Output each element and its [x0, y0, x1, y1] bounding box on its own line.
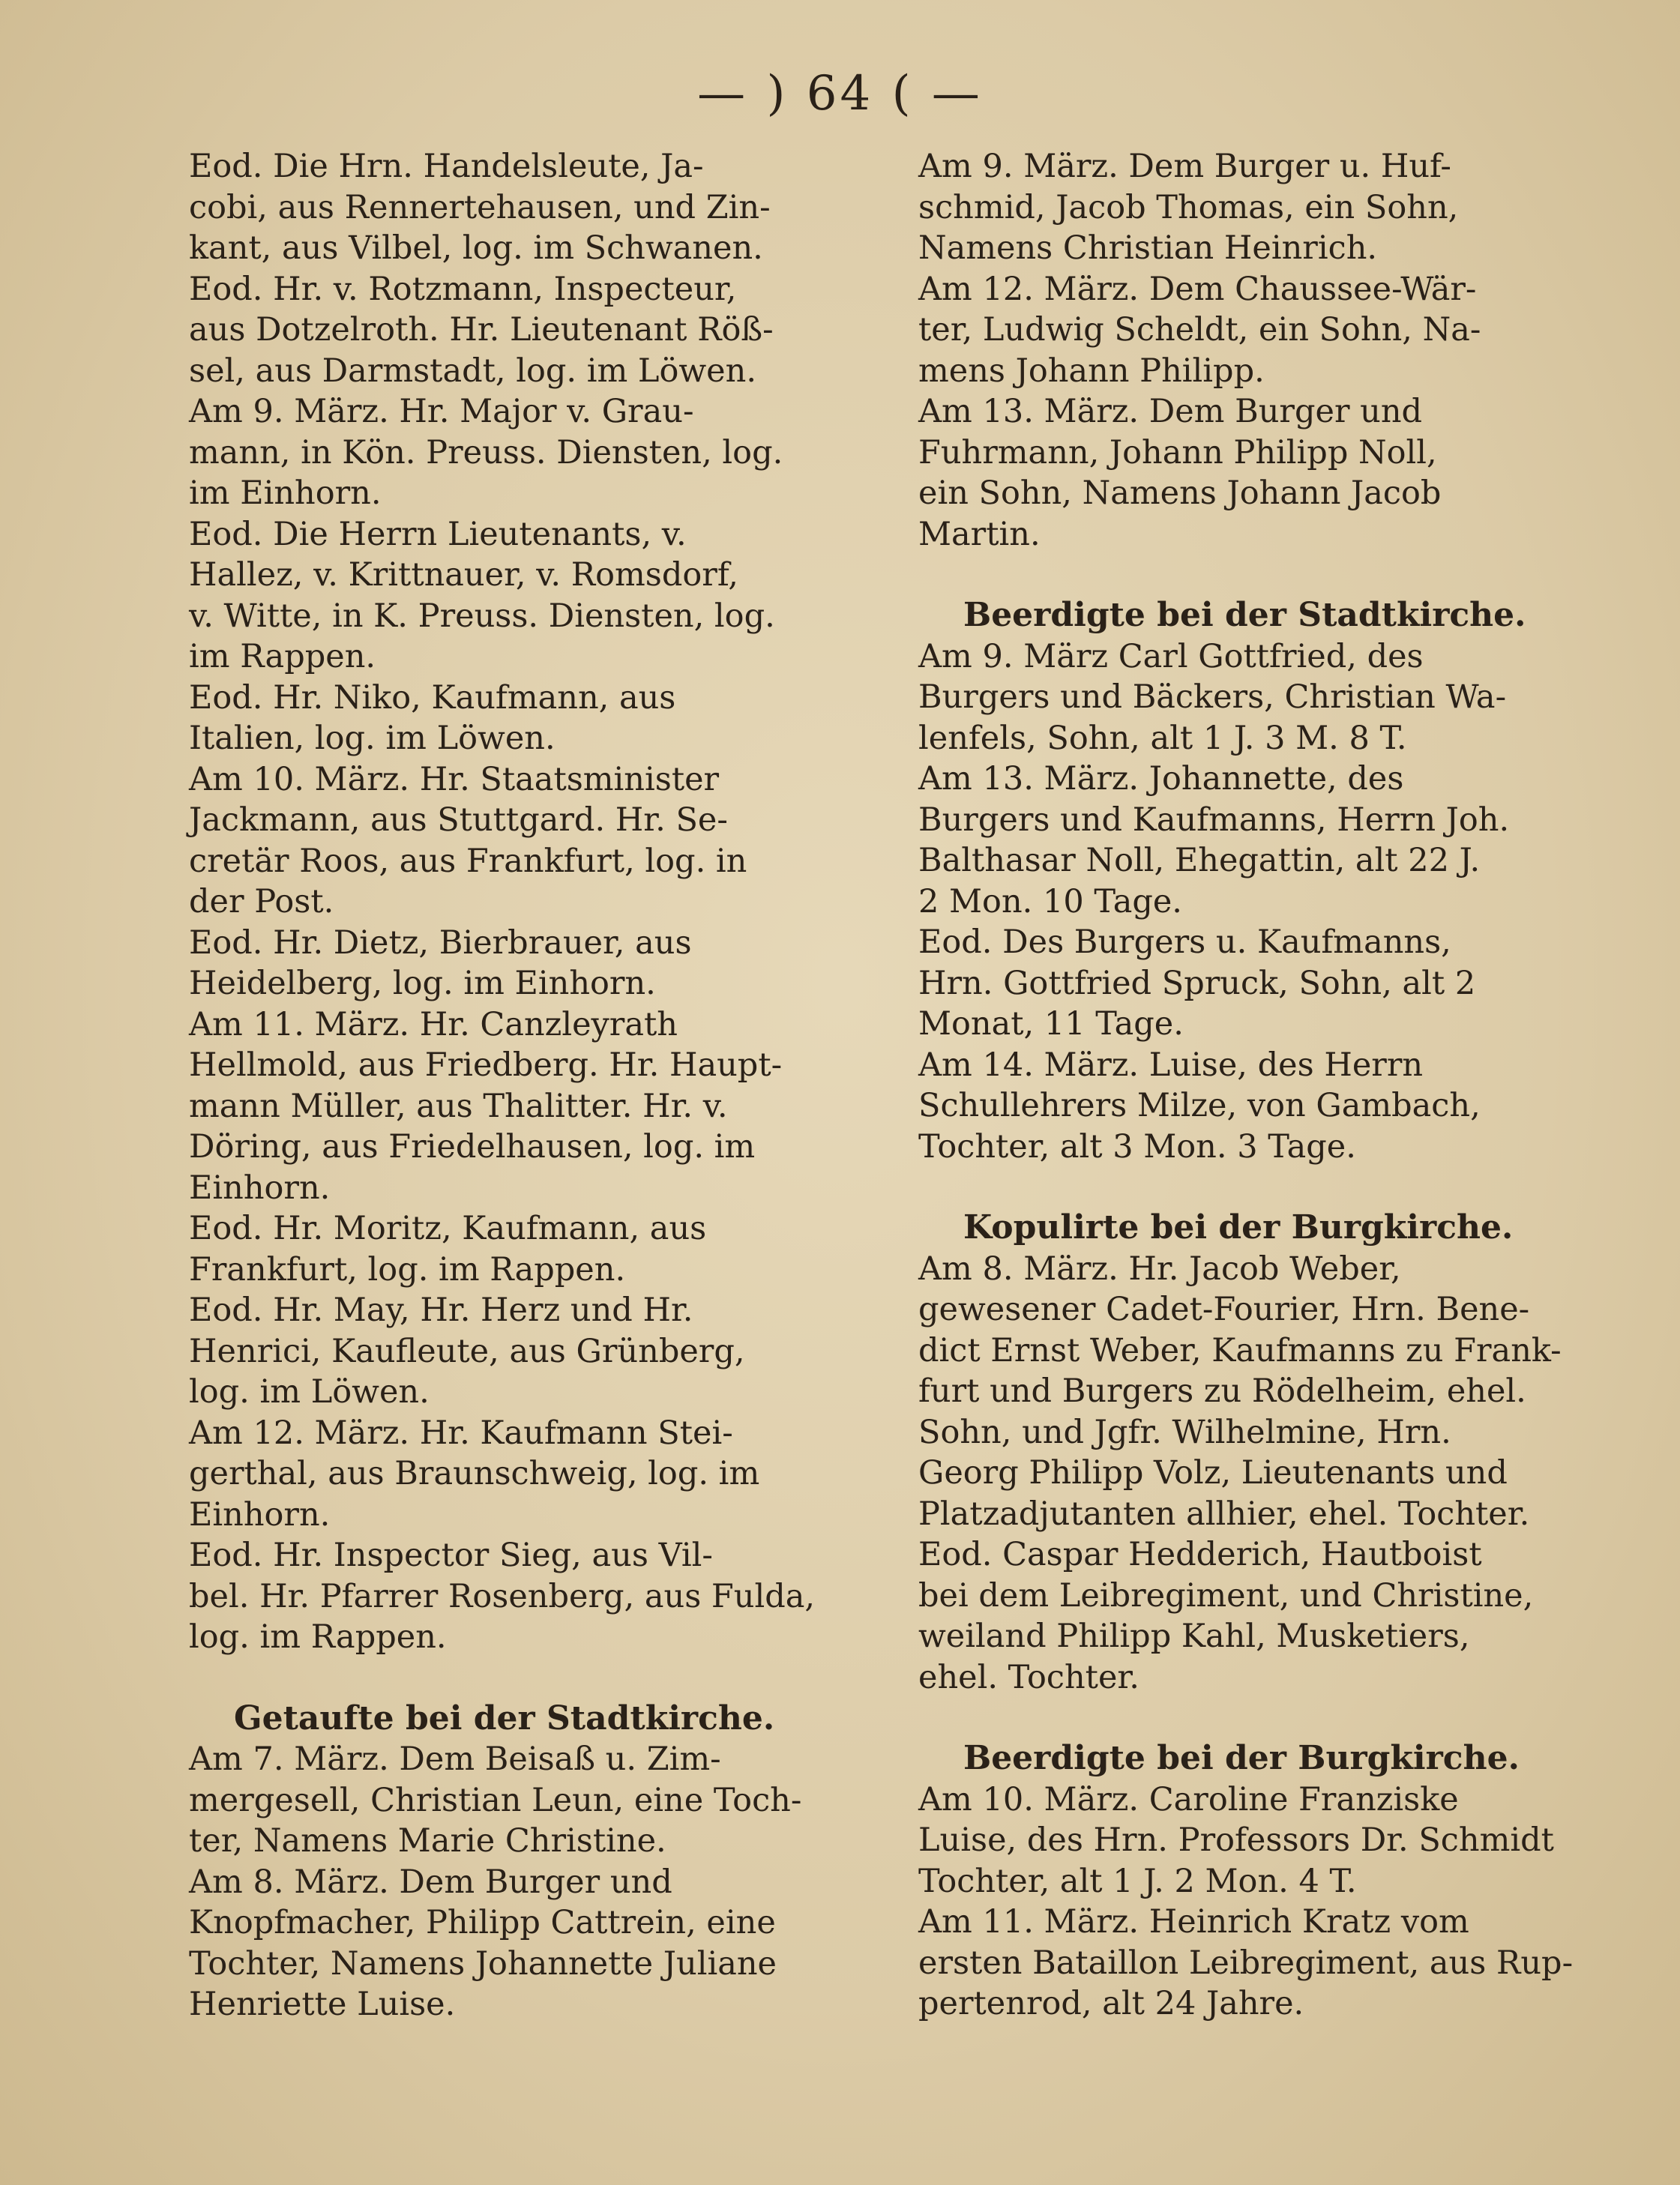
- entry-paragraph: Eod. Hr. Niko, Kaufmann, aus Italien, log. im Löwen.: [189, 678, 676, 757]
- entry-paragraph: Eod. Hr. Dietz, Bierbrauer, aus Heidelberg, log. im Einhorn.: [189, 923, 692, 1002]
- entry-paragraph: Am 12. März. Dem Chaussee-Wär- ter, Ludwig Scheldt, ein Sohn, Na- mens Johann Philipp.: [918, 270, 1481, 390]
- section-heading-getaufte-stadtkirche: Getaufte bei der Stadtkirche.: [234, 1699, 775, 1738]
- entry-paragraph: Am 13. März. Dem Burger und Fuhrmann, Johann Philipp Noll, ein Sohn, Namens Johann Jacob Martin.: [918, 393, 1442, 553]
- section-heading-beerdigte-burgkirche: Beerdigte bei der Burgkirche.: [963, 1739, 1520, 1777]
- left-column: [189, 146, 879, 2025]
- entry-paragraph: Eod. Hr. Inspector Sieg, aus Vil- bel. Hr. Pfarrer Rosenberg, aus Fulda, log. im Rappen.: [189, 1537, 816, 1656]
- section-heading-beerdigte-stadtkirche: Beerdigte bei der Stadtkirche.: [963, 596, 1526, 634]
- entry-paragraph: Am 8. März. Hr. Jacob Weber, gewesener Cadet-Fourier, Hrn. Bene- dict Ernst Weber, Kaufmanns zu Frank- furt und Burgers zu Rödelheim, ehel. Sohn, und Jgfr. Wilhelmine, Hrn. Georg Philipp Volz, Lieutenants und Platzadjutanten allhier, ehel. Tochter.: [918, 1250, 1562, 1533]
- entry-paragraph: Am 11. März. Heinrich Kratz vom ersten Bataillon Leibregiment, aus Rup- pertenrod, alt 24 Jahre.: [918, 1903, 1574, 2022]
- entry-paragraph: Am 7. März. Dem Beisaß u. Zim- mergesell, Christian Leun, eine Toch- ter, Namens Marie Christine.: [189, 1741, 802, 1860]
- entry-paragraph: Am 9. März. Dem Burger u. Huf- schmid, Jacob Thomas, ein Sohn, Namens Christian Heinrich.: [918, 148, 1459, 267]
- entry-paragraph: Am 14. März. Luise, des Herrn Schullehrers Milze, von Gambach, Tochter, alt 3 Mon. 3 Tage.: [918, 1046, 1481, 1166]
- entry-paragraph: Am 11. März. Hr. Canzleyrath Hellmold, aus Friedberg. Hr. Haupt- mann Müller, aus Thalitter. Hr. v. Döring, aus Friedelhausen, log. im Einhorn.: [189, 1005, 783, 1207]
- entry-paragraph: Am 10. März. Caroline Franziske Luise, des Hrn. Professors Dr. Schmidt Tochter, alt 1 J. 2 Mon. 4 T.: [918, 1780, 1554, 1900]
- entry-paragraph: Eod. Die Herrn Lieutenants, v. Hallez, v. Krittnauer, v. Romsdorf, v. Witte, in K. Preuss. Diensten, log. im Rappen.: [189, 515, 775, 675]
- entry-paragraph: Am 8. März. Dem Burger und Knopfmacher, Philipp Cattrein, eine Tochter, Namens Johannette Juliane Henriette Luise.: [189, 1863, 777, 2023]
- entry-paragraph: Am 9. März. Hr. Major v. Grau- mann, in Kön. Preuss. Diensten, log. im Einhorn.: [189, 393, 783, 512]
- entry-paragraph: Eod. Hr. Moritz, Kaufmann, aus Frankfurt, log. im Rappen.: [189, 1210, 707, 1289]
- entry-paragraph: Eod. Des Burgers u. Kaufmanns, Hrn. Gottfried Spruck, Sohn, alt 2 Monat, 11 Tage.: [918, 923, 1476, 1043]
- entry-paragraph: Eod. Caspar Hedderich, Hautboist bei dem Leibregiment, und Christine, weiland Philipp Kahl, Musketiers, ehel. Tochter.: [918, 1536, 1534, 1696]
- entry-paragraph: Eod. Die Hrn. Handelsleute, Ja- cobi, aus Rennertehausen, und Zin- kant, aus Vilbel, log. im Schwanen.: [189, 148, 771, 267]
- section-heading-kopulirte-burgkirche: Kopulirte bei der Burgkirche.: [963, 1208, 1514, 1247]
- entry-paragraph: Am 10. März. Hr. Staatsminister Jackmann, aus Stuttgard. Hr. Se- cretär Roos, aus Frankfurt, log. in der Post.: [189, 760, 747, 920]
- page-number: — ) 64 ( —: [697, 66, 983, 121]
- entry-paragraph: Am 12. März. Hr. Kaufmann Stei- gerthal, aus Braunschweig, log. im Einhorn.: [189, 1414, 760, 1534]
- entry-paragraph: Am 9. März Carl Gottfried, des Burgers und Bäckers, Christian Wa- lenfels, Sohn, alt 1 J. 3 M. 8 T.: [918, 637, 1507, 757]
- entry-paragraph: Eod. Hr. v. Rotzmann, Inspecteur, aus Dotzelroth. Hr. Lieutenant Röß- sel, aus Darmstadt, log. im Löwen.: [189, 270, 774, 390]
- right-column: [918, 146, 1616, 2025]
- entry-paragraph: Am 13. März. Johannette, des Burgers und Kaufmanns, Herrn Joh. Balthasar Noll, Ehegattin, alt 22 J. 2 Mon. 10 Tage.: [918, 760, 1510, 920]
- entry-paragraph: Eod. Hr. May, Hr. Herz und Hr. Henrici, Kaufleute, aus Grünberg, log. im Löwen.: [189, 1292, 745, 1411]
